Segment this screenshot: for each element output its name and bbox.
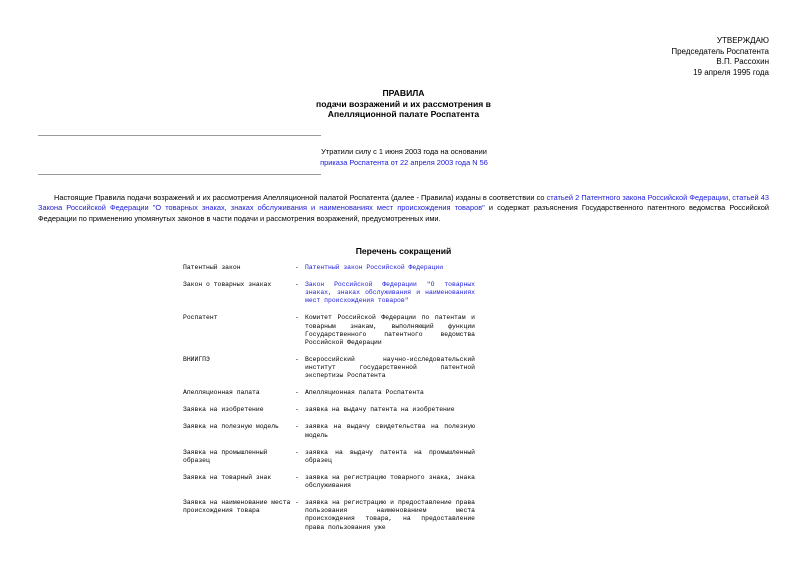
list-item	[183, 389, 473, 397]
abbr-definition: Комитет Российской Федерации по патентам и товарным знакам, выполняющий функции Государственного патентного ведомства Российской Федерации	[305, 314, 475, 347]
abbr-dash: -	[295, 281, 299, 288]
abbr-dash: -	[295, 389, 299, 397]
abbreviations-list	[183, 264, 473, 541]
abbr-term: Заявка на полезную модель	[183, 423, 279, 431]
approval-line-4: 19 апреля 1995 года	[693, 67, 769, 77]
abbr-term: ВНИИГПЭ	[183, 356, 210, 364]
list-item	[183, 423, 473, 439]
intro-text-3: и содержат разъяснения Государственного патентного ведомства Российской Федерации по применению упомянутых законов в части подачи и рассмотрения возражений, предусмотренных ими.	[38, 203, 769, 223]
abbr-dash: -	[295, 264, 299, 271]
abbr-dash: -	[295, 473, 299, 481]
abbr-dash: -	[295, 448, 299, 456]
abbr-definition: заявка на регистрацию товарного знака, знака обслуживания	[305, 473, 475, 490]
intro-text-2: ,	[728, 193, 733, 202]
approval-block	[671, 36, 769, 78]
abbr-term: Апелляционная палата	[183, 389, 260, 397]
abbr-term: Заявка на изобретение	[183, 406, 264, 414]
title-line-1: ПРАВИЛА	[382, 88, 425, 98]
list-item	[183, 474, 473, 490]
abbreviations-heading: Перечень сокращений	[355, 246, 452, 256]
list-item	[183, 356, 473, 381]
list-item	[183, 314, 473, 347]
intro-link-trademark-law[interactable]: статьей 43 Закона Российской Федерации "О товарных знаках, знаках обслуживания и наименованиях мест происхождения товаров"	[38, 193, 770, 213]
abbr-dash: -	[295, 406, 299, 414]
list-item	[183, 264, 473, 272]
approval-line-3: В.П. Рассохин	[716, 57, 769, 67]
abbr-term: Роспатент	[183, 314, 218, 322]
abbr-term: Патентный закон	[183, 264, 241, 271]
list-item	[183, 449, 473, 465]
abbr-term: Закон о товарных знаках	[183, 281, 272, 288]
intro-paragraph	[38, 193, 769, 224]
abbr-definition: заявка на выдачу свидетельства на полезную модель	[305, 423, 475, 439]
abbr-definition: заявка на выдачу патента на изобретение	[305, 406, 455, 414]
abbr-definition-link[interactable]: Патентный закон Российской Федерации	[305, 264, 444, 271]
approval-line-1: УТВЕРЖДАЮ	[716, 36, 769, 45]
abbr-term: Заявка на товарный знак	[183, 473, 272, 481]
abbr-term: Заявка на промышленный образец	[183, 448, 268, 464]
abbr-definition-link[interactable]: Закон Российской Федерации "О товарных знаках, знаках обслуживания и наименованиях мест происхождения товаров"	[305, 281, 475, 305]
divider-top	[38, 135, 321, 136]
abbr-definition: заявка на регистрацию и предоставление права пользования наименованием места происхождения товара, на предоставление права пользования уже	[305, 499, 475, 531]
intro-link-patent-law[interactable]: статьей 2 Патентного закона Российской Федерации	[546, 193, 729, 202]
title-line-2: подачи возражений и их рассмотрения в	[316, 98, 491, 109]
abbr-term: Заявка на наименование места происхождения товара	[183, 499, 291, 515]
abbr-dash: -	[295, 314, 299, 322]
abbr-definition: Всероссийский научно-исследовательский институт государственной патентной экспертизы Роспатента	[305, 356, 475, 380]
list-item	[183, 499, 473, 532]
status-line-1: Утратили силу с 1 июня 2003 года на основании	[321, 147, 487, 156]
divider-bottom	[38, 174, 321, 175]
abbr-dash: -	[295, 499, 299, 507]
status-order-link[interactable]: приказа Роспатента от 22 апреля 2003 года N 56	[320, 157, 488, 167]
title-line-3: Апелляционной палате Роспатента	[327, 109, 480, 120]
abbr-dash: -	[295, 356, 299, 364]
abbr-definition: заявка на выдачу патента на промышленный образец	[305, 448, 475, 464]
status-note	[304, 147, 504, 169]
intro-text-1: Настоящие Правила подачи возражений и их рассмотрения Апелляционной палатой Роспатента (далее - Правила) изданы в соответствии со	[54, 193, 547, 202]
document-title	[0, 88, 807, 120]
abbr-definition: Апелляционная палата Роспатента	[305, 389, 424, 397]
list-item	[183, 281, 473, 306]
abbr-dash: -	[295, 423, 299, 431]
approval-line-2: Председатель Роспатента	[671, 46, 769, 56]
list-item	[183, 406, 473, 414]
